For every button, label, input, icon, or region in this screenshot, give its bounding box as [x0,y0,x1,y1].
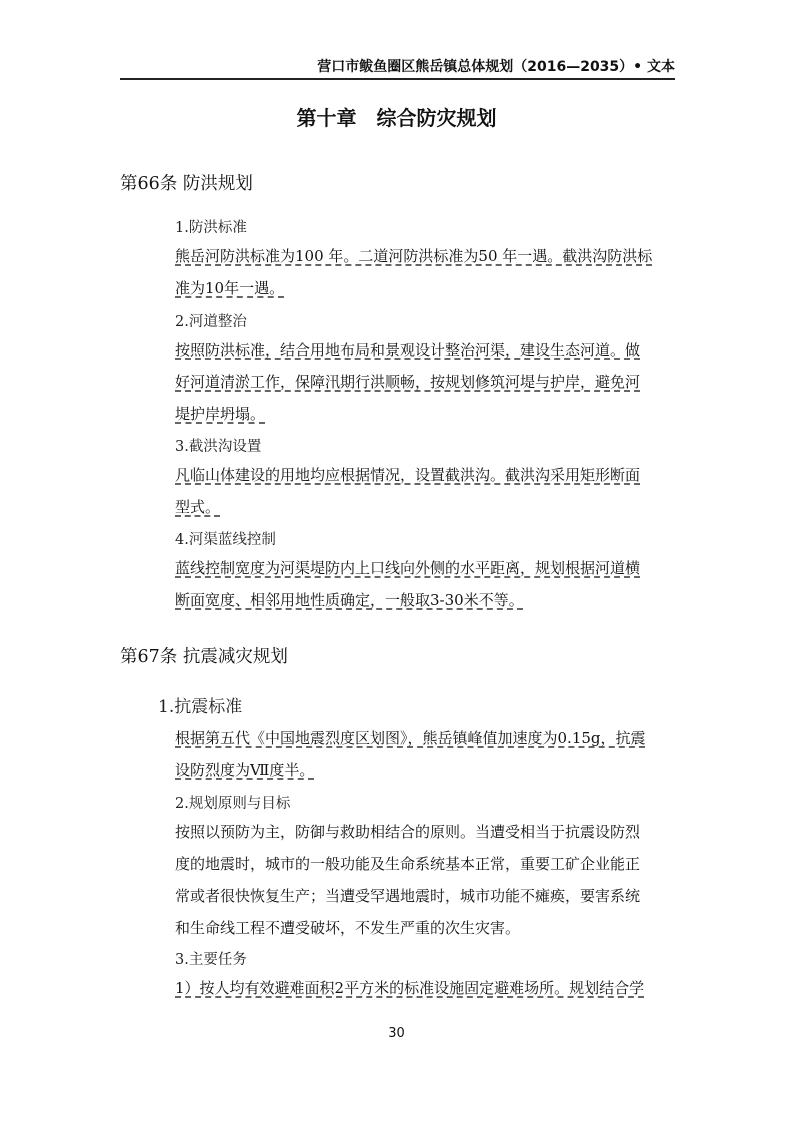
art67-s2-body [175,816,675,944]
text-line: 堤护岸坍塌。 [175,405,266,423]
art66-s3-title: 3.截洪沟设置 [175,439,262,455]
text-line: 按照防洪标准，结合用地布局和景观设计整治河渠，建设生态河道。做 [175,341,641,359]
text-line: 常或者很快恢复生产；当遭受罕遇地震时，城市功能不瘫痪，要害系统 [175,887,641,905]
text-line: 根据第五代《中国地震烈度区划图》，熊岳镇峰值加速度为0.15g，抗震 [175,729,646,747]
text-line: 1）按人均有效避难面积2平方米的标准设施固定避难场所。规划结合学 [175,979,645,997]
text-line: 型式。 [175,498,221,516]
art66-s2-body [175,334,675,430]
running-header: 营口市鲅鱼圈区熊岳镇总体规划（2016—2035）• 文本 [317,59,675,75]
art66-s4-body [175,552,675,616]
text-line: 和生命线工程不遭受破坏，不发生严重的次生灾害。 [175,919,521,937]
text-line: 好河道清淤工作，保障汛期行洪顺畅，按规划修筑河堤与护岸，避免河 [175,373,641,391]
article-66-heading: 第66条 防洪规划 [120,174,253,194]
text-line: 准为10年一遇。 [175,279,285,297]
art67-s3-title: 3.主要任务 [175,952,247,968]
art67-s3-body [175,972,675,1004]
header-divider [120,78,675,80]
article-67-heading: 第67条 抗震减灾规划 [120,647,288,667]
text-line: 按照以预防为主，防御与救助相结合的原则。当遭受相当于抗震设防烈 [175,823,641,841]
art67-s1-body [175,722,675,786]
art66-s1-title: 1.防洪标准 [175,220,247,236]
chapter-title: 第十章 综合防灾规划 [296,106,497,130]
text-line: 设防烈度为Ⅶ度半。 [175,761,315,779]
art66-s1-body [175,240,675,304]
text-line: 蓝线控制宽度为河渠堤防内上口线向外侧的水平距离，规划根据河道横 [175,559,641,577]
art67-s1-title: 1.抗震标准 [158,697,243,717]
art66-s3-body [175,459,675,523]
text-line: 断面宽度、相邻用地性质确定，一般取3-30米不等。 [175,591,524,609]
art67-s2-title: 2.规划原则与目标 [175,796,291,812]
text-line: 度的地震时，城市的一般功能及生命系统基本正常，重要工矿企业能正 [175,855,641,873]
text-line: 凡临山体建设的用地均应根据情况，设置截洪沟。截洪沟采用矩形断面 [175,466,641,484]
art66-s4-title: 4.河渠蓝线控制 [175,532,276,548]
page-number: 30 [388,1026,405,1041]
text-line: 熊岳河防洪标准为100 年。二道河防洪标准为50 年一遇。截洪沟防洪标 [175,247,653,265]
art66-s2-title: 2.河道整治 [175,314,247,330]
